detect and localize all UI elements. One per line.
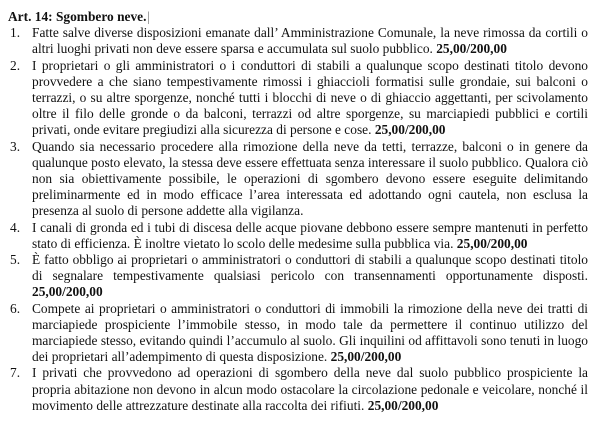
item-amount: 25,00/200,00: [330, 349, 402, 365]
item-text: [32, 301, 588, 366]
item-number: 7.: [10, 365, 21, 381]
item-number: 1.: [10, 25, 21, 41]
item-text: [32, 220, 588, 252]
item-text: [32, 139, 588, 220]
item-amount: 25,00/200,00: [32, 284, 103, 300]
item-text-body: I privati che provvedono ad operazioni di sgombero della neve dal suolo pubblico prospiciente la propria abitazione non devono in alcun modo ostacolare la circolazione pedonale e veicolare, nonché il movimento delle attrezzature destinate alla raccolta dei rifiuti.: [32, 365, 588, 413]
article-item: [8, 220, 588, 252]
article-item: [8, 301, 588, 366]
item-amount: 25,00/200,00: [367, 397, 439, 413]
item-number: 3.: [10, 138, 21, 154]
item-amount: 25,00/200,00: [374, 122, 446, 138]
item-number: 4.: [10, 219, 21, 235]
item-number: 6.: [10, 300, 21, 316]
item-number: 5.: [10, 252, 21, 268]
item-text-body: Compete ai proprietari o amministratori o conduttori di immobili la rimozione della neve dei tratti di marciapiede prospiciente l’immobile stesso, in modo tale da permettere il continuo utilizzo del marciapiede stesso, evitando quindi l’accumulo al suolo. Gli inquilini od affittavoli sono tenuti in luogo dei proprietari all’adempimento di questa disposizione.: [32, 300, 588, 365]
item-amount: 25,00/200,00: [456, 235, 528, 251]
article-title: [8, 9, 588, 25]
article-item: [8, 58, 588, 139]
item-text-body: Fatte salve diverse disposizioni emanate dall’ Amministrazione Comunale, la neve rimossa da cortili o altri luoghi privati non deve essere sparsa e accumulata sul suolo pubblico.: [32, 25, 588, 57]
cursor-mark: |: [148, 9, 150, 24]
item-text: [32, 252, 588, 301]
item-text-body: I proprietari o gli amministratori o i conduttori di stabili a qualunque scopo destinati titolo devono provvedere a che siano tempestivamente rimossi i ghiaccioli formatisi sulle grondaie, sui balconi o terrazzi, o su altre sporgenze, nonché tutti i blocchi di neve o di ghiaccio aggettanti, per scivolamento oltre il filo delle gronde o da balconi, terrazzi od altre sporgenze, su marciapiedi pubblici e cortili privati, onde evitare pregiudizi alla sicurezza di persone e cose.: [32, 57, 588, 138]
item-text-body: È fatto obbligo ai proprietari o amministratori o conduttori di stabili a qualunque scopo destinati titolo di segnalare tempestivamente qualsiasi pericolo con transennamenti opportunamente disposti.: [32, 252, 588, 284]
item-number: 2.: [10, 57, 21, 73]
article-item: [8, 365, 588, 414]
item-text: [32, 58, 588, 139]
article-item: [8, 252, 588, 301]
item-text-body: Quando sia necessario procedere alla rimozione della neve da tetti, terrazze, balconi o in genere da qualunque posto elevato, la stessa deve essere effettuata senza interessare il suolo pubblico. Qualora ciò non sia obiettivamente possibile, le operazioni di sgombero devono essere eseguite delimitando preliminarmente ed in modo efficace l’area interessata ed adottando ogni cautela, non esclusa la presenza al suolo di persone addette alla vigilanza.: [32, 138, 589, 219]
article-title-text: Art. 14: Sgombero neve.: [8, 9, 147, 24]
article-item: [8, 25, 588, 57]
item-text: [32, 25, 588, 57]
item-amount: 25,00/200,00: [436, 41, 507, 57]
article-item: [8, 139, 588, 220]
item-text: [32, 365, 588, 414]
item-text-body: I canali di gronda ed i tubi di discesa delle acque piovane debbono essere sempre mantenuti in perfetto stato di efficienza. È inoltre vietato lo scolo delle medesime sulla pubblica via.: [32, 219, 588, 251]
